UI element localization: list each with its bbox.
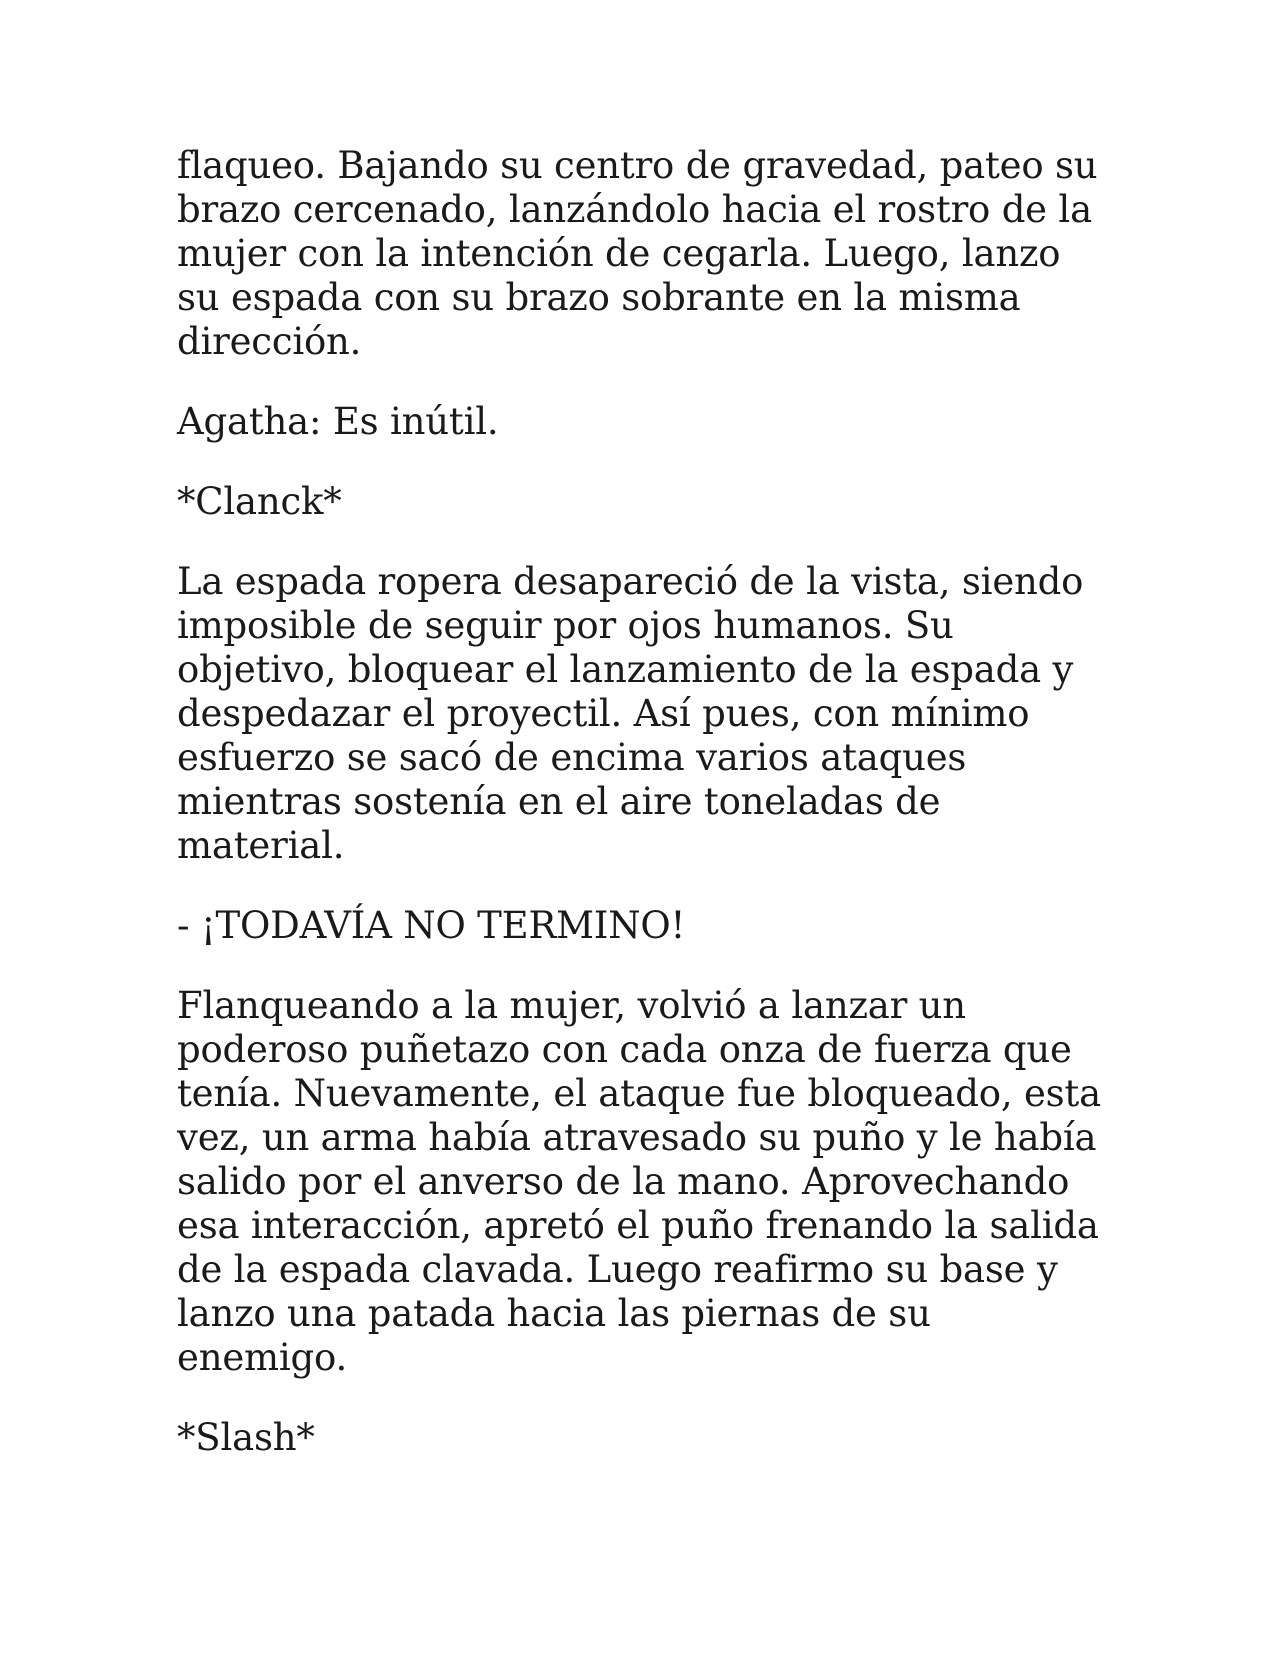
paragraph-dialogue-agatha: Agatha: Es inútil. xyxy=(177,400,499,443)
paragraph-dialogue-shout: - ¡TODAVÍA NO TERMINO! xyxy=(177,904,686,947)
story-text xyxy=(177,144,1107,1496)
paragraph-narration-3: Flanqueando a la mujer, volvió a lanzar un poderoso puñetazo con cada onza de fuerza que tenía. Nuevamente, el ataque fue bloqueado, esta vez, un arma había atravesado su puño y le había salido por el anverso de la mano. Aprovechando esa interacción, apretó el puño frenando la salida de la espada clavada. Luego reafirmo su base y lanzo una patada hacia las piernas de su enemigo. xyxy=(177,984,1101,1379)
paragraph-sound-clanck: *Clanck* xyxy=(177,480,342,523)
paragraph-narration-1: flaqueo. Bajando su centro de gravedad, pateo su brazo cercenado, lanzándolo hacia el rostro de la mujer con la intención de cegarla. Luego, lanzo su espada con su brazo sobrante en la misma dirección. xyxy=(177,144,1098,363)
paragraph-narration-2: La espada ropera desapareció de la vista, siendo imposible de seguir por ojos humanos. Su objetivo, bloquear el lanzamiento de la espada y despedazar el proyectil. Así pues, con mínimo esfuerzo se sacó de encima varios ataques mientras sostenía en el aire toneladas de material. xyxy=(177,560,1084,867)
paragraph-sound-slash: *Slash* xyxy=(177,1416,315,1459)
